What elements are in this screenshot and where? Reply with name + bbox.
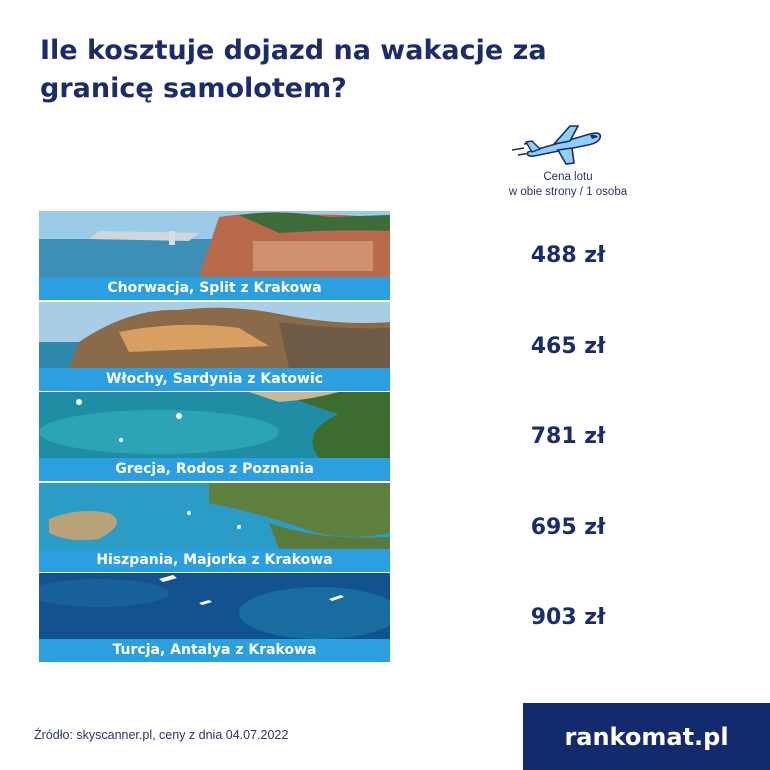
price-value: 781 zł (530, 424, 606, 449)
destination-photo-sardinia (39, 302, 390, 368)
destination-card (39, 392, 390, 482)
destination-label: Grecja, Rodos z Poznania (39, 458, 390, 481)
destination-photo-antalya (39, 573, 390, 639)
price-value: 695 zł (530, 515, 606, 540)
destination-photo-majorca (39, 483, 390, 549)
airplane-icon (510, 122, 608, 166)
destination-card (39, 302, 390, 392)
page-title: Ile kosztuje dojazd na wakacje za granicę samolotem? (40, 35, 547, 104)
destination-label: Turcja, Antalya z Krakowa (39, 639, 390, 662)
destination-label: Hiszpania, Majorka z Krakowa (39, 549, 390, 572)
destination-card (39, 483, 390, 573)
brand-name: rankomat.pl (564, 722, 729, 751)
destination-label: Chorwacja, Split z Krakowa (39, 277, 390, 300)
brand-logo (523, 703, 770, 770)
destination-list (39, 211, 390, 664)
destination-photo-split (39, 211, 390, 277)
price-caption-line2: w obie strony / 1 osoba (508, 186, 628, 198)
price-value: 903 zł (530, 605, 606, 630)
price-value: 488 zł (530, 243, 606, 268)
destination-card (39, 211, 390, 301)
source-note: Źródło: skyscanner.pl, ceny z dnia 04.07.2022 (34, 728, 289, 742)
destination-label: Włochy, Sardynia z Katowic (39, 368, 390, 391)
price-caption-line1: Cena lotu (543, 171, 593, 183)
destination-photo-rhodes (39, 392, 390, 458)
price-value: 465 zł (530, 334, 606, 359)
price-column-header (478, 170, 658, 200)
destination-card (39, 573, 390, 663)
